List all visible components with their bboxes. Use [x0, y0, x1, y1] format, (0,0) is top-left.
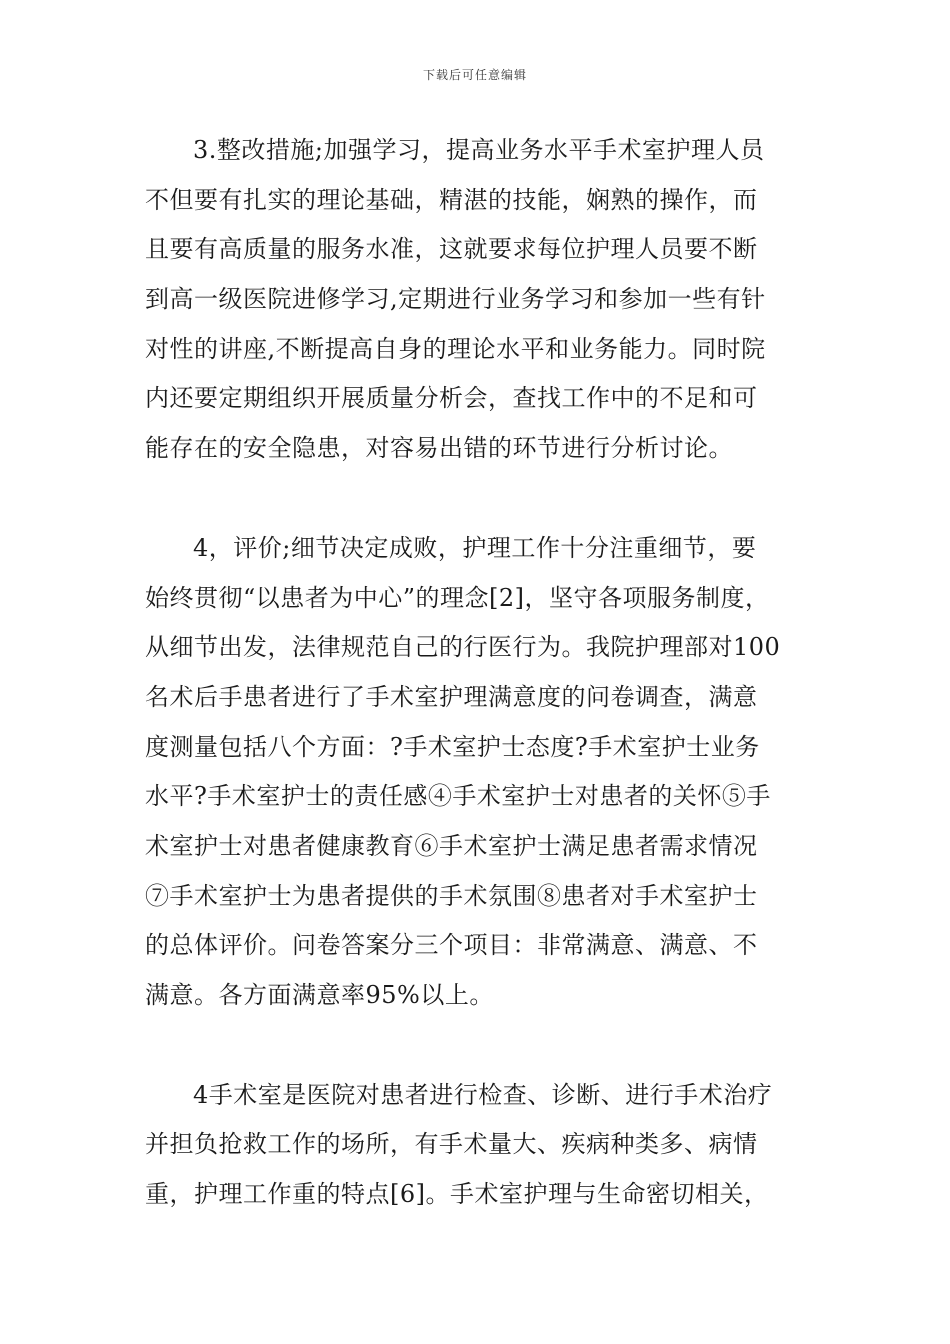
text-line: 4手术室是医院对患者进行检查、诊断、进行手术治疗	[193, 1080, 773, 1109]
text-line: ⑦手术室护士为患者提供的手术氛围⑧患者对手术室护士	[145, 881, 758, 910]
paragraph-operating-room	[145, 1071, 810, 1220]
text-line: 不但要有扎实的理论基础，精湛的技能，娴熟的操作，而	[145, 185, 758, 214]
text-line: 满意。各方面满意率95%以上。	[145, 981, 494, 1009]
paragraph-evaluation	[145, 524, 810, 1021]
text-line: 能存在的安全隐患，对容易出错的环节进行分析讨论。	[145, 434, 733, 463]
text-line: 的总体评价。问卷答案分三个项目：非常满意、满意、不	[145, 931, 758, 960]
text-line: 水平?手术室护士的责任感④手术室护士对患者的关怀⑤手	[145, 782, 771, 811]
paragraph-improvement-measures	[145, 126, 810, 474]
paragraph-spacer	[145, 1021, 810, 1071]
text-line: 且要有高质量的服务水准，这就要求每位护理人员要不断	[145, 235, 758, 264]
text-line: 对性的讲座,不断提高自身的理论水平和业务能力。同时院	[145, 334, 766, 363]
text-line: 3.整改措施;加强学习，提高业务水平手术室护理人员	[193, 136, 765, 164]
text-line: 内还要定期组织开展质量分析会，查找工作中的不足和可	[145, 384, 758, 413]
page-header: 下载后可任意编辑	[422, 68, 527, 82]
text-line: 从细节出发，法律规范自己的行医行为。我院护理部对100	[145, 633, 781, 662]
text-line: 度测量包括八个方面：?手术室护士态度?手术室护士业务	[145, 732, 760, 761]
text-line: 4，评价;细节决定成败，护理工作十分注重细节，要	[193, 533, 757, 562]
text-line: 并担负抢救工作的场所，有手术量大、疾病种类多、病情	[145, 1130, 758, 1159]
paragraph-spacer	[145, 474, 810, 524]
text-line: 始终贯彻“以患者为中心”的理念[2]，坚守各项服务制度，	[145, 583, 770, 612]
text-line: 术室护士对患者健康教育⑥手术室护士满足患者需求情况	[145, 831, 758, 860]
text-line: 名术后手患者进行了手术室护理满意度的问卷调查，满意	[145, 682, 758, 711]
text-line: 重，护理工作重的特点[6]。手术室护理与生命密切相关，	[145, 1180, 769, 1209]
text-line: 到高一级医院进修学习,定期进行业务学习和参加一些有针	[145, 285, 766, 314]
document-body	[145, 126, 810, 1220]
